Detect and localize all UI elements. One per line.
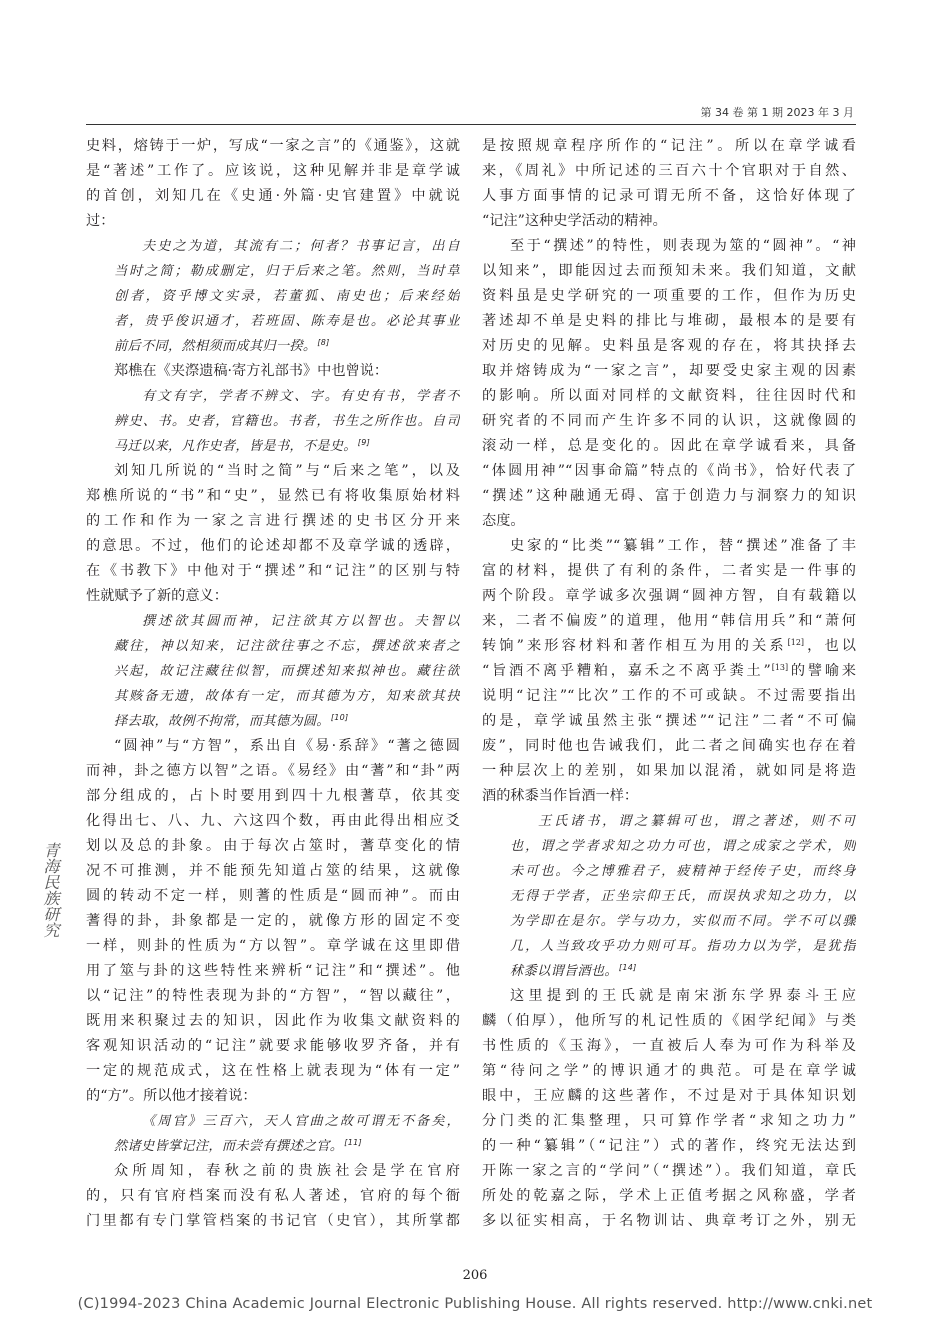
text-line: 对历史的见解。史料虽是客观的存在，将其抉择去 [482, 338, 856, 354]
quote-line: 择去取，故例不拘常，而其德为圆。[10] [114, 713, 349, 729]
quote-line: 无得于学者，正坐宗仰王氏，而误执求知之功力，以 [510, 889, 856, 904]
text-line: 资料虽是史学研究的一项重要的工作，但作为历史 [482, 288, 856, 304]
quote-line: 也，谓之学者求知之功力可也，谓之成家之学术，则 [510, 839, 856, 854]
page-number: 206 [462, 1268, 488, 1283]
citation-ref: [11] [344, 1138, 362, 1147]
text-line: 性就赋予了新的意义： [86, 588, 228, 604]
text-line: 富的材料，提供了有利的条件，二者实是一件事的 [482, 563, 856, 579]
quote-line: 为学即在是尔。学与功力，实似而不同。学不可以骤 [510, 914, 856, 929]
text-line: 分门类的汇集整理，只可算作学者“求知之功力” [482, 1113, 856, 1129]
quote-line: 秫黍以谓旨酒也。[14] [510, 963, 637, 979]
text-line: 一种层次上的差别，如果加以混淆，就如同是将造 [482, 763, 856, 779]
text-line: 的一种“纂辑”（“记注”）式的著作，终究无法达到 [482, 1138, 856, 1154]
text-line: 这里提到的王氏就是南宋浙东学界泰斗王应 [510, 988, 856, 1004]
text-line: “体圆用神”“因事命篇”特点的《尚书》，恰好代表了 [482, 463, 856, 479]
quote-line: 然诸史皆掌记注，而未尝有撰述之官。[11] [114, 1138, 362, 1154]
text-line: “旨酒不离乎糟粕，嘉禾之不离乎粪土”[13]的譬喻来 [482, 663, 856, 679]
text-line: 的影响。所以面对同样的文献资料，往往因时代和 [482, 388, 856, 404]
citation-ref: [13] [771, 663, 789, 672]
citation-ref: [8] [317, 338, 330, 347]
text-line: “圆神”与“方智”，系出自《易·系辞》“蓍之德圆 [114, 738, 460, 754]
text-line: 的首创，刘知几在《史通·外篇·史官建置》中就说 [86, 188, 460, 204]
text-line: 划以及总的卦象。由于每次占筮时，蓍草变化的情 [86, 838, 460, 854]
text-line: “记注”这种史学活动的精神。 [482, 213, 667, 229]
journal-logo: 青海民族研究 [41, 842, 60, 938]
right-column [482, 134, 856, 1234]
citation-ref: [14] [618, 963, 637, 972]
text-line: 麟（伯厚），他所写的札记性质的《困学纪闻》与类 [482, 1013, 856, 1029]
quote-line: 藏往，神以知来，记注欲往事之不忘，撰述欲来者之 [114, 639, 460, 654]
text-line: 郑樵所说的“书”和“史”，显然已有将收集原始材料 [86, 488, 460, 504]
quote-line: 《周官》三百六，天人官曲之故可谓无不备矣， [142, 1114, 460, 1129]
text-line: 一样，则卦的性质为“方以智”。章学诚在这里即借 [86, 938, 460, 954]
citation-ref: [10] [330, 713, 349, 722]
text-line: 以知来”，即能因过去而预知未来。我们知道，文献 [482, 263, 856, 279]
text-line: 第“待问之学”的博识通才的典范。可是在章学诚 [482, 1063, 856, 1079]
text-line: 转饷”来形容材料和著作相互为用的关系[12]，也以 [482, 638, 856, 654]
text-line: 人事方面事情的记录可谓无所不备，这恰好体现了 [482, 188, 856, 204]
text-line: “撰述”这种融通无碍、富于创造力与洞察力的知识 [482, 488, 856, 504]
text-line: 至于“撰述”的特性，则表现为筮的“圆神”。“神 [510, 238, 856, 254]
text-line: 一定的规范成式，这在性格上就表现为“体有一定” [86, 1063, 460, 1079]
text-line: 酒的秫黍当作旨酒一样： [482, 788, 639, 804]
quote-line: 有文有字，学者不辨文、字。有史有书，学者不 [142, 389, 460, 404]
text-line: 用了筮与卦的这些特性来辨析“记注”和“撰述”。他 [86, 963, 460, 979]
quote-line: 者，贵乎俊识通才，若班固、陈寿是也。必论其事业 [114, 314, 460, 329]
quote-line: 夫史之为道，其流有二；何者？书事记言，出自 [142, 239, 460, 254]
text-line: 的意思。不过，他们的论述却都不及章学诚的透辟， [86, 538, 460, 554]
text-line: 是按照规章程序所作的“记注”。所以在章学诚看 [482, 138, 856, 154]
journal-issue-header: 第 34 卷 第 1 期 2023 年 3 月 [700, 106, 854, 119]
text-line: 的，只有官府档案而没有私人著述，官府的每个衙 [86, 1188, 460, 1204]
text-line: 化得出七、八、九、六这四个数，再由此得出相应爻 [86, 813, 460, 829]
text-line: 滚动一样，总是变化的。因此在章学诚看来，具备 [482, 438, 856, 454]
text-line: 废”，同时他也告诫我们，此二者之间确实也存在着 [482, 738, 856, 754]
text-line: 圆的转动不定一样，则蓍的性质是“圆而神”。而由 [86, 888, 460, 904]
text-line: 过： [86, 213, 115, 229]
text-line: 来，二者不偏废”的道理，他用“韩信用兵”和“萧何 [482, 613, 856, 629]
quote-line: 撰述欲其圆而神，记注欲其方以智也。夫智以 [142, 614, 460, 629]
quote-line: 王氏诸书，谓之纂辑可也，谓之著述，则不可 [538, 814, 856, 829]
text-line: 眼中，王应麟的这些著作，不过是对于具体知识划 [482, 1088, 856, 1104]
text-line: 所处的乾嘉之际，学术上正值考据之风称盛，学者 [482, 1188, 856, 1204]
text-line: 门里都有专门掌管档案的书记官（史官），其所掌都 [86, 1213, 460, 1229]
quote-line: 未可也。今之博雅君子，疲精神于经传子史，而终身 [510, 864, 856, 879]
text-line: 多以征实相高，于名物训诂、典章考订之外，别无 [482, 1213, 856, 1229]
quote-line: 当时之简；勒成删定，归于后来之笔。然则，当时草 [114, 264, 460, 279]
header-rule [86, 124, 856, 125]
copyright-footer: (C)1994-2023 China Academic Journal Electronic Publishing House. All rights reserved. http://www.cnki.net [77, 1296, 873, 1312]
left-column [86, 134, 460, 1234]
text-line: 而神，卦之德方以智”之语。《易经》由“蓍”和“卦”两 [86, 763, 460, 779]
quote-line: 辨史、书。史者，官籍也。书者，书生之所作也。自司 [114, 414, 460, 429]
text-line: 的是，章学诚虽然主张“撰述”“记注”二者“不可偏 [482, 713, 856, 729]
text-line: 既用来积聚过去的知识，因此作为收集文献资料的 [86, 1013, 460, 1029]
quote-line: 前后不同，然相须而成其归一揆。[8] [114, 338, 330, 354]
text-line: 史料，熔铸于一炉，写成“一家之言”的《通鉴》，这就 [86, 138, 460, 154]
text-line: 史家的“比类”“纂辑”工作，替“撰述”准备了丰 [510, 538, 856, 554]
text-line: 的工作和作为一家之言进行撰述的史书区分开来 [86, 513, 460, 529]
text-line: 书性质的《玉海》，一直被后人奉为可作为科举及 [482, 1038, 856, 1054]
quote-line: 其赅备无遗，故体有一定，而其德为方，知来欲其抉 [114, 689, 460, 704]
text-line: 况不可推测，并不能预先知道占筮的结果，这就像 [86, 863, 460, 879]
text-line: 蓍得的卦，卦象都是一定的，就像方形的固定不变 [86, 913, 460, 929]
text-line: 两个阶段。章学诚多次强调“圆神方智，自有载籍以 [482, 588, 856, 604]
text-line: 部分组成的，占卜时要用到四十九根蓍草，依其变 [86, 788, 460, 804]
text-line: 开陈一家之言的“学问”（“撰述”）。我们知道，章氏 [482, 1163, 856, 1179]
text-line: 众所周知，春秋之前的贵族社会是学在官府 [114, 1163, 460, 1179]
text-line: 著述却不单是史料的排比与堆砌，最根本的是要有 [482, 313, 856, 329]
text-line: 说明“记注”“比次”工作的不可或缺。不过需要指出 [482, 688, 856, 704]
text-line: 在《书教下》中他对于“撰述”和“记注”的区别与特 [86, 563, 460, 579]
quote-line: 创者，资乎博文实录，若董狐、南史也；后来经始 [114, 289, 460, 304]
text-line: 的“方”。所以他才接着说： [86, 1088, 257, 1104]
citation-ref: [9] [357, 438, 371, 447]
text-line: 研究者的不同而产生许多不同的认识，这就像圆的 [482, 413, 856, 429]
quote-line: 马迁以来，凡作史者，皆是书，不是史。[9] [114, 438, 371, 454]
text-line: 取并熔铸成为“一家之言”，却要受史家主观的因素 [482, 363, 856, 379]
text-line: 态度。 [482, 513, 525, 529]
text-line: 以“记注”的特性表现为卦的“方智”，“智以藏往”， [86, 988, 460, 1004]
quote-line: 兴起，故记注藏往似智，而撰述知来拟神也。藏往欲 [114, 664, 460, 679]
quote-line: 几，人当致攻乎功力则可耳。指功力以为学，是犹指 [510, 939, 856, 954]
text-line: 是“著述”工作了。应该说，这种见解并非是章学诚 [86, 163, 460, 179]
text-line: 刘知几所说的“当时之简”与“后来之笔”，以及 [114, 463, 460, 479]
text-line: 客观知识活动的“记注”就要求能够收罗齐备，并有 [86, 1038, 460, 1054]
citation-ref: [12] [787, 638, 805, 647]
text-line: 郑樵在《夹漈遗稿·寄方礼部书》中也曾说： [114, 363, 389, 379]
text-line: 来，《周礼》中所记述的三百六十个官职对于自然、 [482, 163, 856, 179]
